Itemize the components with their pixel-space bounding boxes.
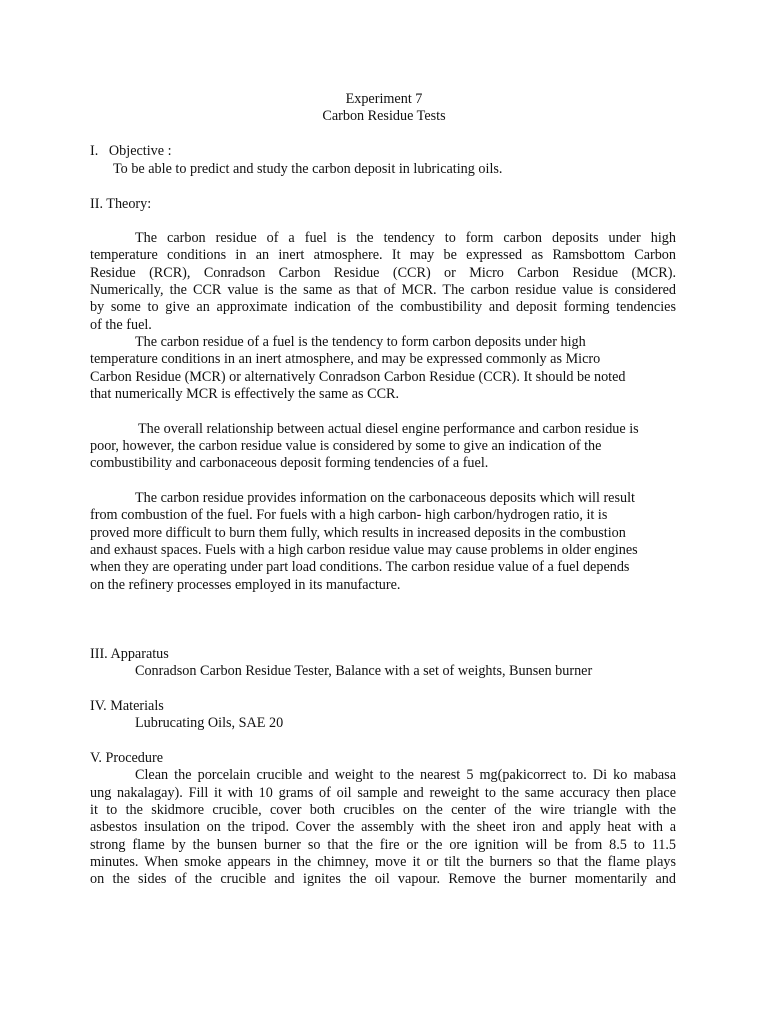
theory-heading: II. Theory: [90, 196, 152, 212]
text-line: from combustion of the fuel. For fuels with a high carbon- high carbon/hydrogen ratio, it is [90, 507, 608, 523]
text-line: Clean the porcelain crucible and weight to the nearest 5 mg(pakicorrect to. Di ko mabasa [135, 767, 676, 783]
materials-heading: IV. Materials [90, 698, 164, 714]
text-line: proved more difficult to burn them fully, which results in increased deposits in the combustion [90, 525, 626, 541]
text-line: temperature conditions in an inert atmosphere, and may be expressed commonly as Micro [90, 351, 601, 367]
apparatus-heading: III. Apparatus [90, 646, 169, 662]
text-line: when they are operating under part load conditions. The carbon residue value of a fuel depends [90, 559, 630, 575]
text-line: on the refinery processes employed in its manufacture. [90, 577, 401, 593]
text-line: The overall relationship between actual diesel engine performance and carbon residue is [138, 421, 639, 437]
objective-heading: I. Objective : [90, 143, 172, 159]
text-line: by some to give an approximate indication of the combustibility and deposit forming tendencies [90, 299, 676, 315]
text-line: strong flame by the bunsen burner so that the fire or the ore ignition will be from 8.5 to 11.5 [90, 837, 676, 853]
text-line: of the fuel. [90, 317, 152, 333]
text-line: temperature conditions in an inert atmosphere. It may be expressed as Ramsbottom Carbon [90, 247, 676, 263]
document-title: Experiment 7 [345, 91, 423, 107]
document-subtitle: Carbon Residue Tests [322, 108, 446, 124]
text-line: combustibility and carbonaceous deposit forming tendencies of a fuel. [90, 455, 489, 471]
text-line: that numerically MCR is effectively the same as CCR. [90, 386, 400, 402]
text-line: poor, however, the carbon residue value is considered by some to give an indication of the [90, 438, 602, 454]
text-line: The carbon residue provides information on the carbonaceous deposits which will result [135, 490, 635, 506]
text-line: Numerically, the CCR value is the same as that of MCR. The carbon residue value is considered [90, 282, 676, 298]
text-line: ung nakalagay). Fill it with 10 grams of oil sample and reweight to the same accuracy then place [90, 785, 676, 801]
text-line: on the sides of the crucible and ignites the oil vapour. Remove the burner momentarily and [90, 871, 676, 887]
text-line: asbestos insulation on the tripod. Cover the assembly with the sheet iron and apply heat with a [90, 819, 676, 835]
procedure-heading: V. Procedure [90, 750, 164, 766]
objective-text: To be able to predict and study the carbon deposit in lubricating oils. [113, 161, 503, 177]
text-line: Carbon Residue (MCR) or alternatively Conradson Carbon Residue (CCR). It should be noted [90, 369, 626, 385]
text-line: minutes. When smoke appears in the chimney, move it or tilt the burners so that the flame plays [90, 854, 676, 870]
text-line: The carbon residue of a fuel is the tendency to form carbon deposits under high [135, 230, 676, 246]
text-line: The carbon residue of a fuel is the tendency to form carbon deposits under high [135, 334, 586, 350]
text-line: and exhaust spaces. Fuels with a high carbon residue value may cause problems in older engines [90, 542, 638, 558]
apparatus-text: Conradson Carbon Residue Tester, Balance with a set of weights, Bunsen burner [135, 663, 593, 679]
materials-text: Lubrucating Oils, SAE 20 [135, 715, 284, 731]
text-line: Residue (RCR), Conradson Carbon Residue (CCR) or Micro Carbon Residue (MCR). [90, 265, 676, 281]
text-line: it to the skidmore crucible, cover both crucibles on the center of the wire triangle with the [90, 802, 676, 818]
